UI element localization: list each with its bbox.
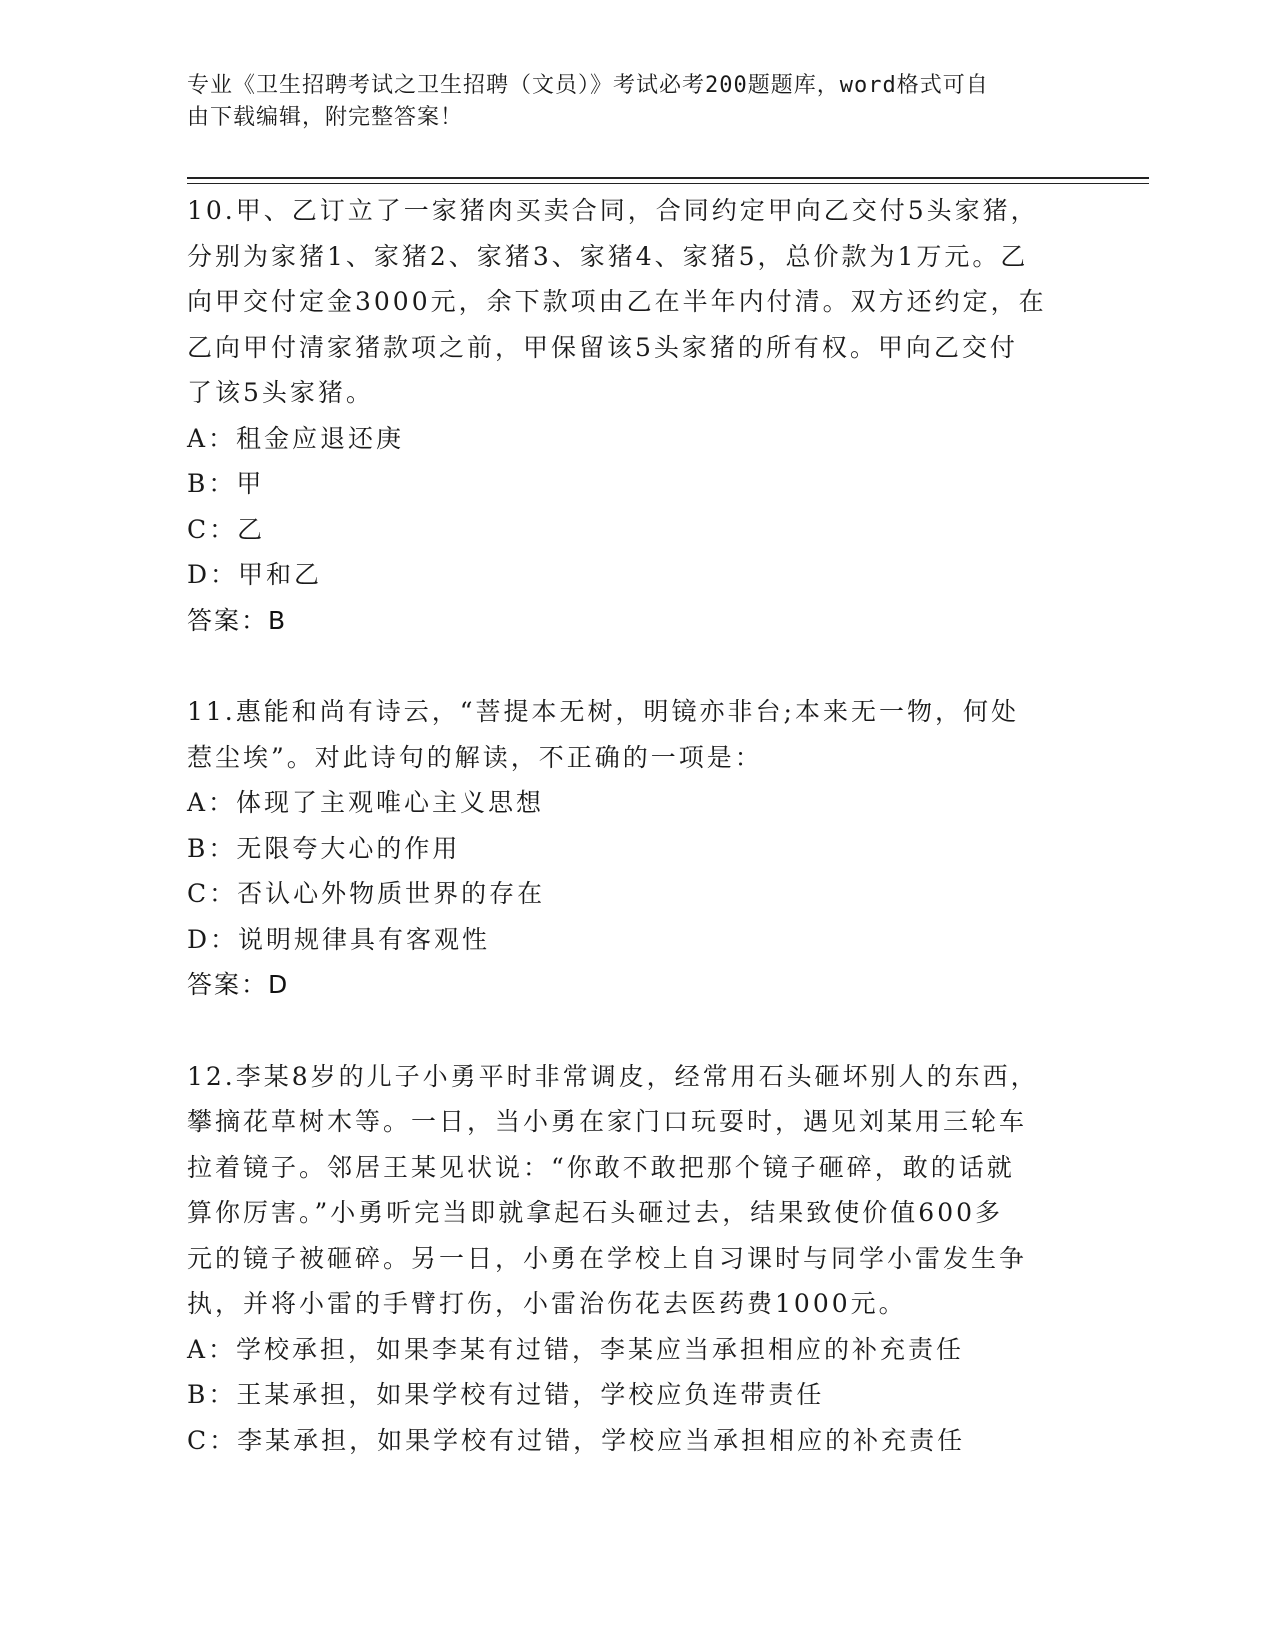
page-header xyxy=(187,70,1087,134)
question-10 xyxy=(187,188,1087,643)
option-b: B：甲 xyxy=(187,469,265,498)
option-a: A：体现了主观唯心主义思想 xyxy=(187,788,545,817)
question-stem-line: 元的镜子被砸碎。另一日，小勇在学校上自习课时与同学小雷发生争 xyxy=(187,1243,1028,1273)
header-divider-thin xyxy=(187,183,1149,184)
option-c: C：李某承担，如果学校有过错，学校应当承担相应的补充责任 xyxy=(187,1425,966,1455)
option-c: C：乙 xyxy=(187,514,266,544)
option-d: D：甲和乙 xyxy=(187,560,323,589)
question-11 xyxy=(187,689,1087,1008)
header-line-1: 专业《卫生招聘考试之卫生招聘（文员）》考试必考200题题库，word格式可自 xyxy=(187,73,989,98)
option-d: D：说明规律具有客观性 xyxy=(187,924,491,954)
question-stem-line: 拉着镜子。邻居王某见状说：“你敢不敢把那个镜子砸碎，敢的话就 xyxy=(187,1152,1015,1182)
question-stem-line: 攀摘花草树木等。一日，当小勇在家门口玩耍时，遇见刘某用三轮车 xyxy=(187,1107,1028,1136)
option-a: A：学校承担，如果李某有过错，李某应当承担相应的补充责任 xyxy=(187,1334,965,1364)
question-spacer xyxy=(187,643,1087,689)
question-stem-line: 分别为家猪1、家猪2、家猪3、家猪4、家猪5，总价款为1万元。乙 xyxy=(187,241,1029,271)
option-c: C：否认心外物质世界的存在 xyxy=(187,879,546,908)
header-line-2: 由下载编辑，附完整答案！ xyxy=(187,105,464,130)
answer-line: 答案：D xyxy=(187,970,290,999)
question-stem-line: 执，并将小雷的手臂打伤，小雷治伤花去医药费1000元。 xyxy=(187,1289,907,1318)
question-stem-line: 算你厉害。”小勇听完当即就拿起石头砸过去，结果致使价值600多 xyxy=(187,1198,1004,1227)
question-12 xyxy=(187,1054,1087,1464)
header-divider-thick xyxy=(187,177,1149,179)
question-stem-line: 惹尘埃”。对此诗句的解读，不正确的一项是： xyxy=(187,742,763,772)
question-stem-line: 10.甲、乙订立了一家猪肉买卖合同，合同约定甲向乙交付5头家猪， xyxy=(187,196,1039,225)
question-stem-line: 11.惠能和尚有诗云，“菩提本无树，明镜亦非台;本来无一物，何处 xyxy=(187,697,1019,726)
option-b: B：王某承担，如果学校有过错，学校应负连带责任 xyxy=(187,1380,825,1409)
option-a: A：租金应退还庚 xyxy=(187,423,405,453)
question-stem-line: 了该5头家猪。 xyxy=(187,378,374,407)
option-b: B：无限夸大心的作用 xyxy=(187,833,461,863)
question-stem-line: 乙向甲付清家猪款项之前，甲保留该5头家猪的所有权。甲向乙交付 xyxy=(187,332,1018,362)
question-spacer xyxy=(187,1008,1087,1054)
answer-line: 答案：B xyxy=(187,605,288,635)
question-stem-line: 12.李某8岁的儿子小勇平时非常调皮，经常用石头砸坏别人的东西， xyxy=(187,1061,1039,1091)
question-stem-line: 向甲交付定金3000元，余下款项由乙在半年内付清。双方还约定，在 xyxy=(187,287,1047,316)
question-list xyxy=(187,188,1087,1463)
